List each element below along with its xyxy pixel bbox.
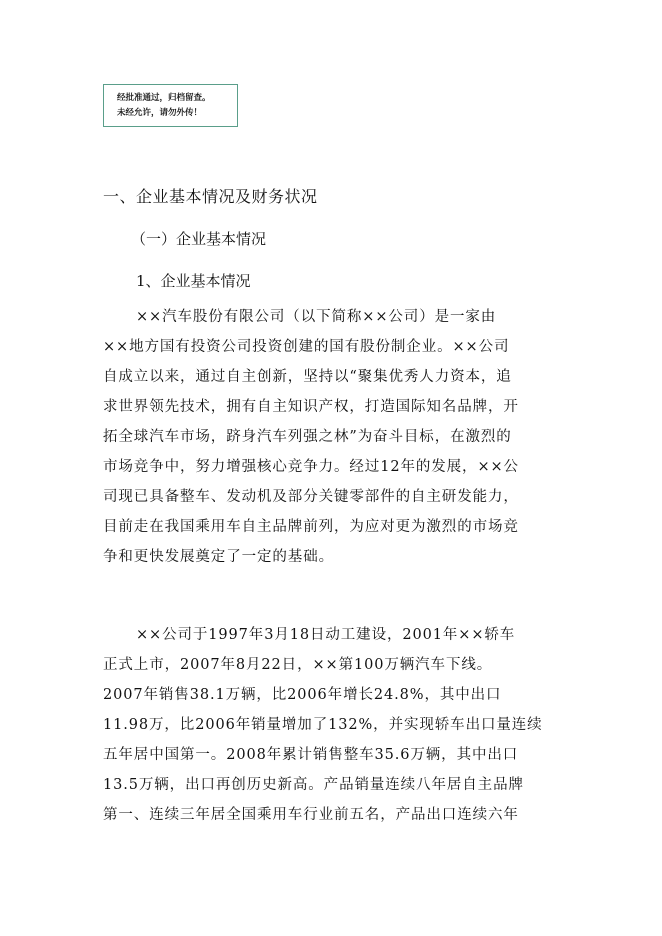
paragraph-line: ××地方国有投资公司投资创建的国有股份制企业。××公司	[103, 339, 510, 355]
paragraph-company-history	[103, 620, 553, 830]
paragraph-line: 争和更快发展奠定了一定的基础。	[103, 549, 334, 565]
paragraph-line: 五年居中国第一。2008年累计销售整车35.6万辆，其中出口	[103, 747, 519, 763]
paragraph-line: 13.5万辆，出口再创历史新高。产品销量连续八年居自主品牌	[103, 777, 524, 793]
sub-subsection-heading: 1、企业基本情况	[136, 272, 251, 290]
section-heading: 一、企业基本情况及财务状况	[103, 187, 318, 206]
paragraph-line: 拓全球汽车市场，跻身汽车列强之林”为奋斗目标，在激烈的	[103, 429, 512, 445]
paragraph-line: ××汽车股份有限公司（以下简称××公司）是一家由	[136, 309, 497, 325]
stamp-line-1: 经批准通过，归档留查。	[117, 93, 211, 103]
confidential-stamp	[103, 84, 238, 127]
paragraph-company-intro	[103, 302, 553, 572]
paragraph-line: 司现已具备整车、发动机及部分关键零部件的自主研发能力，	[103, 489, 519, 505]
paragraph-line: 目前走在我国乘用车自主品牌前列，为应对更为激烈的市场竞	[103, 519, 519, 535]
paragraph-line: 求世界领先技术，拥有自主知识产权，打造国际知名品牌，开	[103, 399, 519, 415]
stamp-line-2: 未经允许，请勿外传！	[117, 108, 203, 118]
subsection-heading: （一）企业基本情况	[131, 230, 267, 248]
paragraph-line: 自成立以来，通过自主创新，坚持以“聚集优秀人力资本，追	[103, 369, 512, 385]
paragraph-line: 2007年销售38.1万辆，比2006年增长24.8%，其中出口	[103, 687, 502, 703]
paragraph-line: 11.98万，比2006年销量增加了132%，并实现轿车出口量连续	[103, 717, 543, 733]
paragraph-line: ××公司于1997年3月18日动工建设，2001年××轿车	[136, 627, 516, 643]
paragraph-line: 正式上市，2007年8月22日，××第100万辆汽车下线。	[103, 657, 493, 673]
paragraph-line: 市场竞争中，努力增强核心竞争力。经过12年的发展，××公	[103, 459, 519, 475]
paragraph-line: 第一、连续三年居全国乘用车行业前五名，产品出口连续六年	[103, 807, 519, 823]
